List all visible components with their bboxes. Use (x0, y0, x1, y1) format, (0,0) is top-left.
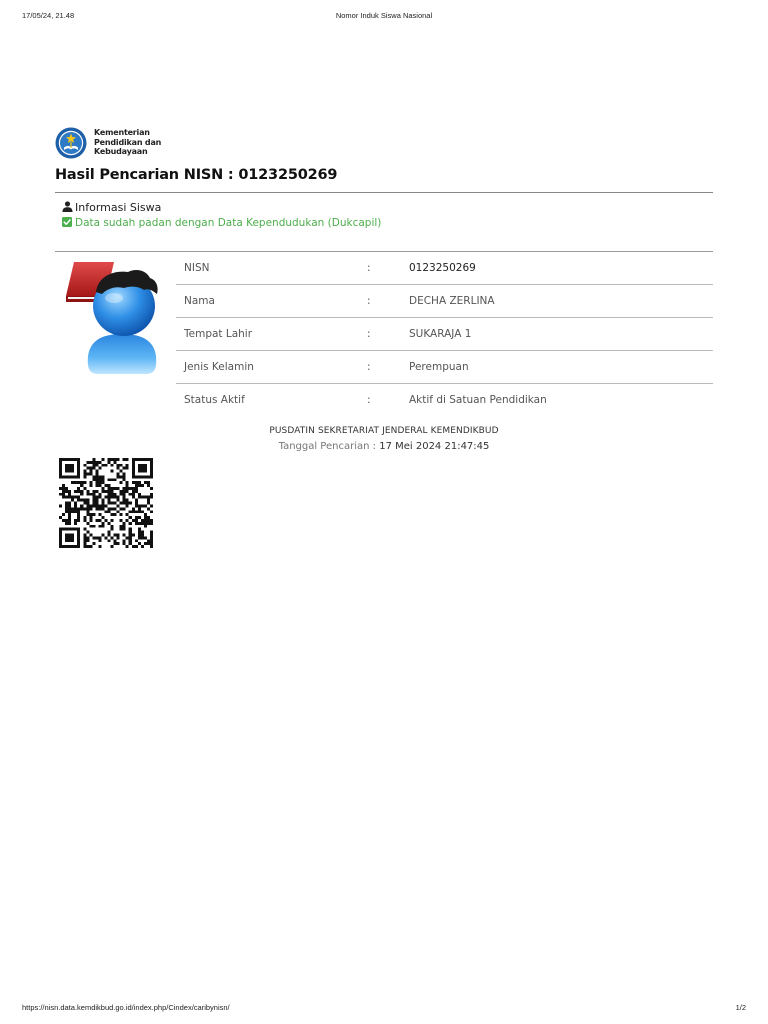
table-row-nama (176, 285, 713, 318)
page-title: Hasil Pencarian NISN : 0123250269 (55, 167, 338, 183)
user-icon (62, 201, 73, 212)
student-avatar-icon (62, 258, 168, 374)
print-url: https://nisn.data.kemdikbud.go.id/index.php/Cindex/caribynisn/ (22, 1003, 230, 1012)
organization-name: PUSDATIN SEKRETARIAT JENDERAL KEMENDIKBUD (269, 426, 499, 436)
tut-wuri-handayani-emblem-icon (55, 127, 87, 159)
logo-text (94, 128, 161, 157)
qr-code (59, 458, 153, 548)
title-divider (55, 192, 713, 193)
row-value: Perempuan (409, 361, 469, 373)
table-row-nisn (176, 252, 713, 285)
check-square-icon (62, 217, 72, 227)
print-page-number: 1/2 (735, 1003, 746, 1012)
search-date (0, 441, 768, 452)
table-row-status-aktif (176, 384, 713, 416)
logo-line-1: Kementerian (94, 128, 150, 137)
row-value: SUKARAJA 1 (409, 328, 472, 340)
row-label: Nama (184, 295, 215, 307)
row-colon: : (367, 394, 371, 406)
row-colon: : (367, 295, 371, 307)
verification-status (62, 217, 381, 229)
row-label: Status Aktif (184, 394, 245, 406)
row-value: 0123250269 (409, 262, 476, 274)
search-date-label: Tanggal Pencarian : (278, 441, 377, 452)
row-label: Tempat Lahir (184, 328, 253, 340)
logo-line-2: Pendidikan dan (94, 137, 162, 147)
print-footer (22, 1003, 746, 1015)
logo-line-3: Kebudayaan (94, 147, 148, 156)
table-row-jenis-kelamin (176, 351, 713, 384)
print-datetime: 17/05/24, 21.48 (22, 11, 75, 20)
row-label: Jenis Kelamin (184, 361, 254, 373)
verification-status-text: Data sudah padan dengan Data Kependudukan (Dukcapil) (75, 217, 382, 229)
row-label: NISN (184, 262, 210, 274)
search-date-value: 17 Mei 2024 21:47:45 (379, 441, 490, 452)
info-heading-text: Informasi Siswa (75, 201, 162, 214)
row-value: Aktif di Satuan Pendidikan (409, 394, 547, 406)
info-heading (62, 201, 161, 214)
print-page-title: Nomor Induk Siswa Nasional (335, 11, 433, 20)
student-data-table (176, 252, 713, 416)
row-colon: : (367, 262, 371, 274)
kemendikbud-logo (55, 127, 165, 159)
row-value: DECHA ZERLINA (409, 295, 495, 307)
print-header (22, 11, 746, 23)
row-colon: : (367, 361, 371, 373)
row-colon: : (367, 328, 371, 340)
table-row-tempat-lahir (176, 318, 713, 351)
